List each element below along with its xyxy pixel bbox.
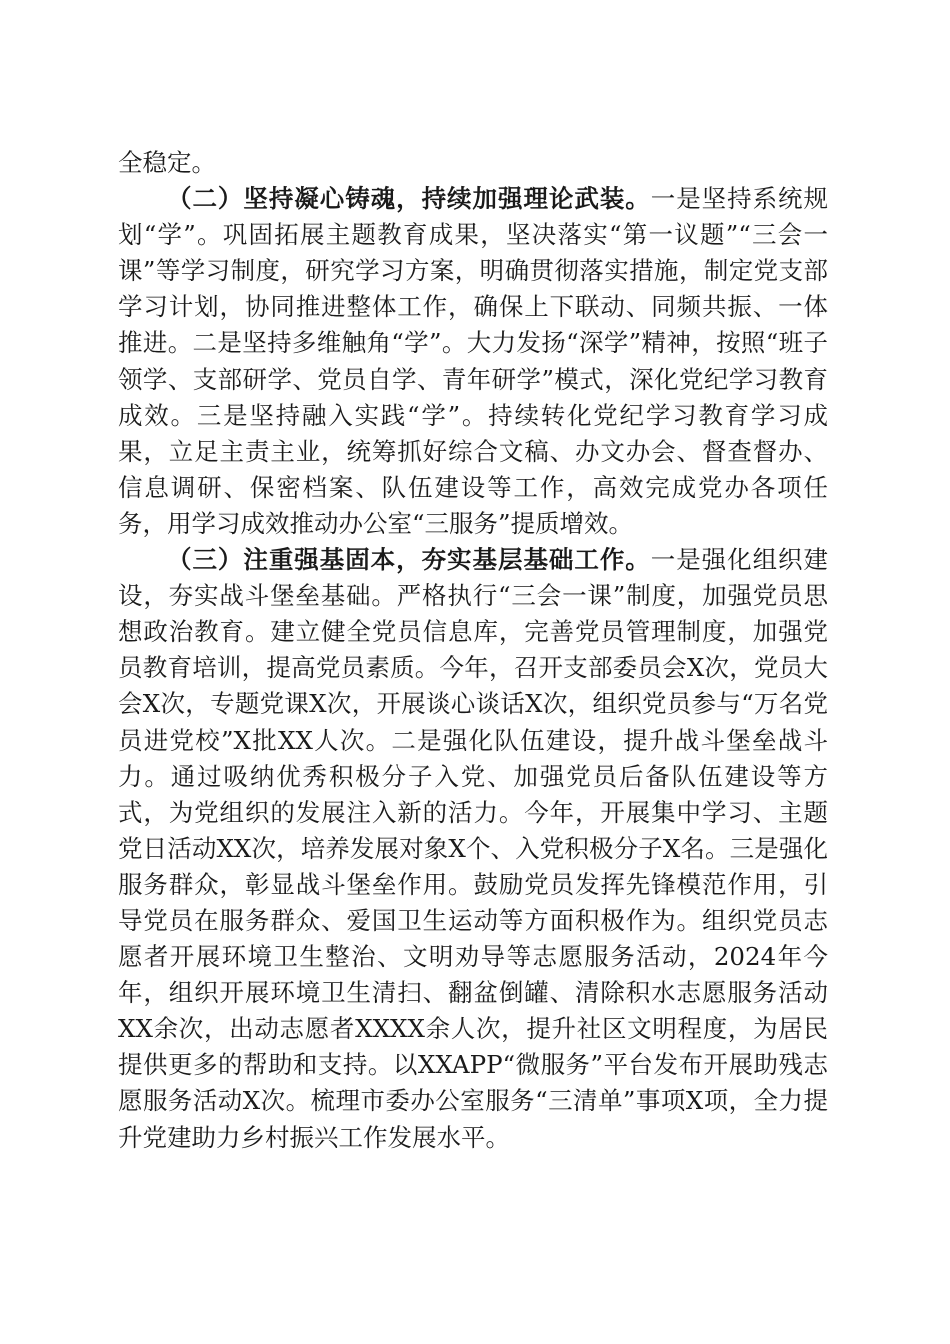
paragraph-section-2 xyxy=(118,181,828,542)
paragraph-body: 全稳定。 xyxy=(118,148,216,177)
document-body xyxy=(118,145,828,1156)
paragraph-body: 一是坚持系统规划“学”。巩固拓展主题教育成果，坚决落实“第一议题”“三会一课”等学习制度，研究学习方案，明确贯彻落实措施，制定党支部学习计划，协同推进整体工作，确保上下联动、同频共振、一体推进。二是坚持多维触角“学”。大力发扬“深学”精神，按照“班子领学、支部研学、党员自学、青年研学”模式，深化党纪学习教育成效。三是坚持融入实践“学”。持续转化党纪学习教育学习成果，立足主责主业，统筹抓好综合文稿、办文办会、督查督办、信息调研、保密档案、队伍建设等工作，高效完成党办各项任务，用学习成效推动办公室“三服务”提质增效。 xyxy=(118,184,829,538)
paragraph-section-3 xyxy=(118,542,828,1156)
paragraph-body: 一是强化组织建设，夯实战斗堡垒基础。严格执行“三会一课”制度，加强党员思想政治教育。建立健全党员信息库，完善党员管理制度，加强党员教育培训，提高党员素质。今年，召开支部委员会X次，党员大会X次，专题党课X次，开展谈心谈话X次，组织党员参与“万名党员进党校”X批XX人次。二是强化队伍建设，提升战斗堡垒战斗力。通过吸纳优秀积极分子入党、加强党员后备队伍建设等方式，为党组织的发展注入新的活力。今年，开展集中学习、主题党日活动XX次，培养发展对象X个、入党积极分子X名。三是强化服务群众，彰显战斗堡垒作用。鼓励党员发挥先锋模范作用，引导党员在服务群众、爱国卫生运动等方面积极作为。组织党员志愿者开展环境卫生整治、文明劝导等志愿服务活动，2024年今年，组织开展环境卫生清扫、翻盆倒罐、清除积水志愿服务活动XX余次，出动志愿者XXXX余人次，提升社区文明程度，为居民提供更多的帮助和支持。以XXAPP“微服务”平台发布开展助残志愿服务活动X次。梳理市委办公室服务“三清单”事项X项，全力提升党建助力乡村振兴工作发展水平。 xyxy=(118,545,829,1152)
section-heading: （三）注重强基固本，夯实基层基础工作。 xyxy=(167,545,651,575)
paragraph-continuation xyxy=(118,145,828,181)
section-heading: （二）坚持凝心铸魂，持续加强理论武装。 xyxy=(167,184,651,214)
